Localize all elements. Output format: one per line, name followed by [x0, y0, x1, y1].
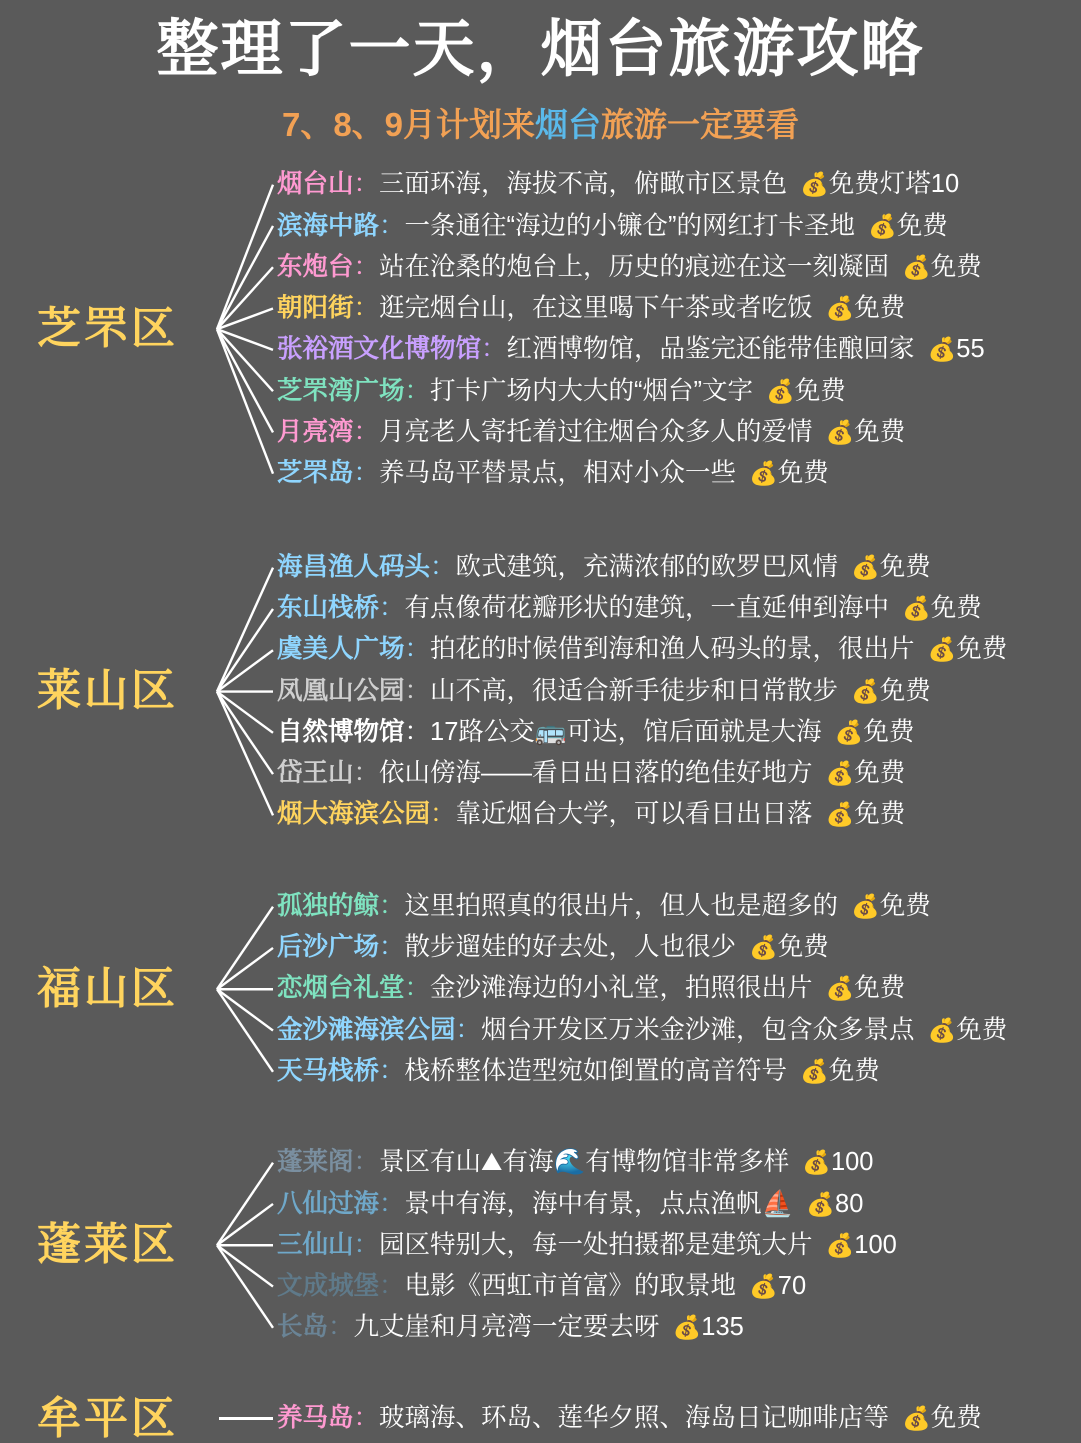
price-text: 免费: [794, 376, 846, 405]
name-separator: ：: [379, 1272, 405, 1301]
attraction-item: [277, 1051, 1071, 1092]
group-spacer: [0, 1355, 1081, 1395]
attraction-name: 恋烟台礼堂: [277, 974, 405, 1003]
name-separator: ：: [328, 1313, 354, 1342]
attraction-desc: 三面环海，海拔不高，俯瞰市区景色: [379, 170, 788, 199]
name-separator: ：: [404, 717, 431, 746]
money-bag-icon: 💰: [806, 1190, 836, 1217]
subtitle-highlight: 烟台: [535, 106, 602, 144]
name-separator: ：: [404, 635, 431, 664]
attraction-item: [277, 794, 1071, 835]
attraction-price: [806, 1190, 863, 1218]
money-bag-icon: 💰: [800, 1057, 829, 1084]
money-bag-icon: 💰: [749, 1273, 778, 1300]
price-text: 免费: [854, 759, 906, 788]
brace-lines: [215, 1142, 277, 1348]
money-bag-icon: 💰: [825, 419, 855, 446]
attraction-desc: 月亮老人寄托着过往烟台众多人的爱情: [379, 418, 813, 447]
money-bag-icon: 💰: [825, 295, 855, 322]
attraction-price: [749, 459, 829, 487]
money-bag-icon: 💰: [802, 1149, 831, 1176]
attraction-price: [802, 1148, 873, 1176]
group-spacer: [0, 1098, 1081, 1142]
attraction-item: [277, 206, 1071, 247]
attraction-desc: 山不高，很适合新手徒步和日常散步: [430, 676, 839, 705]
brace-lines: [215, 164, 277, 494]
name-separator: ：: [353, 252, 380, 281]
attraction-price: [826, 418, 906, 446]
money-bag-icon: 💰: [851, 677, 880, 704]
price-text: 免费: [879, 676, 931, 705]
money-bag-icon: 💰: [834, 718, 864, 745]
brace-lines: [215, 886, 277, 1092]
attraction-item: [277, 1142, 1071, 1183]
attraction-price: [851, 553, 931, 581]
attraction-name: 朝阳街: [277, 294, 354, 323]
attraction-price: [800, 1057, 880, 1085]
brace-connector: [215, 1142, 277, 1348]
district-label: 芝罘区: [37, 304, 178, 354]
attraction-desc: 养马岛平替景点，相对小众一些: [379, 459, 737, 488]
price-text: 免费: [863, 717, 915, 746]
attraction-item: [277, 1010, 1071, 1051]
attraction-price: [835, 718, 915, 746]
name-separator: ：: [404, 376, 431, 405]
price-text: 80: [835, 1189, 864, 1218]
money-bag-icon: 💰: [825, 760, 855, 787]
attraction-desc: 栈桥整体造型宛如倒置的高音符号: [404, 1056, 788, 1085]
attraction-desc: 玻璃海、环岛、莲华夕照、海岛日记咖啡店等: [379, 1404, 890, 1433]
price-text: 免费: [854, 974, 906, 1003]
money-bag-icon: 💰: [868, 212, 897, 239]
district-groups: [0, 164, 1081, 1443]
name-separator: ：: [353, 170, 380, 199]
attraction-desc: 拍花的时候借到海和渔人码头的景，很出片: [430, 635, 915, 664]
attraction-name: 八仙过海: [277, 1189, 380, 1218]
price-text: 免费: [879, 891, 931, 920]
district-group: [0, 886, 1081, 1092]
attraction-name: 长岛: [277, 1313, 329, 1342]
price-text: 免费: [854, 418, 906, 447]
attraction-item: [277, 671, 1071, 712]
attraction-desc: 散步遛娃的好去处，人也很少: [404, 933, 737, 962]
price-text: 免费: [879, 552, 931, 581]
attraction-item: [277, 1225, 1071, 1266]
attraction-item: [277, 329, 1071, 370]
price-text: 100: [854, 1230, 897, 1259]
attraction-desc: 这里拍照真的很出片，但人也是超多的: [404, 891, 839, 920]
name-separator: ：: [353, 459, 380, 488]
attraction-desc: 九丈崖和月亮湾一定要去呀: [353, 1313, 660, 1342]
name-separator: ：: [379, 1056, 405, 1085]
attraction-name: 天马栈桥: [277, 1056, 380, 1085]
money-bag-icon: 💰: [766, 377, 795, 404]
attraction-desc: 景区有山⛰有海🌊有博物馆非常多样: [379, 1148, 790, 1177]
name-separator: ：: [481, 335, 507, 364]
attraction-price: [868, 212, 948, 240]
connector-line: [219, 1417, 273, 1420]
subtitle-part1: 7、8、9月计划来: [281, 106, 536, 144]
attraction-price: [749, 1272, 806, 1300]
attraction-item: [277, 412, 1071, 453]
district-group: [0, 164, 1081, 494]
price-text: 免费灯塔10: [828, 170, 960, 199]
price-text: 70: [777, 1272, 807, 1301]
name-separator: ：: [430, 800, 456, 829]
district-group: [0, 1395, 1081, 1443]
name-separator: ：: [353, 294, 380, 323]
attraction-price: [851, 677, 931, 705]
attraction-item: [277, 927, 1071, 968]
subtitle-part2: 旅游一定要看: [601, 106, 800, 144]
attraction-item: [277, 371, 1071, 412]
price-text: 免费: [777, 459, 829, 488]
money-bag-icon: 💰: [825, 801, 855, 828]
attraction-desc: 依山傍海——看日出日落的绝佳好地方: [379, 759, 813, 788]
attraction-desc: 金沙滩海边的小礼堂，拍照很出片: [430, 974, 813, 1003]
attraction-desc: 红酒博物馆，品鉴完还能带佳酿回家: [506, 335, 915, 364]
attraction-item: [277, 547, 1071, 588]
district-label: 牟平区: [37, 1393, 178, 1443]
attraction-item: [277, 753, 1071, 794]
attraction-desc: 有点像荷花瓣形状的建筑，一直延伸到海中: [404, 593, 890, 622]
attraction-price: [928, 635, 1008, 663]
price-text: 免费: [777, 933, 829, 962]
name-separator: ：: [353, 1404, 380, 1433]
attraction-price: [826, 294, 906, 322]
price-text: 免费: [930, 1404, 982, 1433]
attraction-name: 自然博物馆: [277, 717, 405, 746]
money-bag-icon: 💰: [927, 336, 957, 363]
attraction-item: [277, 453, 1071, 494]
attraction-list: [277, 164, 1081, 494]
attraction-price: [902, 1404, 982, 1432]
attraction-name: 金沙滩海滨公园: [277, 1015, 456, 1044]
name-separator: ：: [430, 552, 456, 581]
price-text: 免费: [828, 1056, 880, 1085]
attraction-price: [928, 1016, 1008, 1044]
attraction-price: [902, 253, 982, 281]
attraction-price: [749, 933, 829, 961]
attraction-item: [277, 1307, 1071, 1348]
attraction-price: [928, 335, 985, 363]
money-bag-icon: 💰: [902, 594, 931, 621]
attraction-name: 岱王山: [277, 759, 354, 788]
attraction-name: 芝罘湾广场: [277, 376, 405, 405]
attraction-desc: 电影《西虹市首富》的取景地: [404, 1272, 737, 1301]
money-bag-icon: 💰: [851, 553, 880, 580]
name-separator: ：: [379, 933, 405, 962]
attraction-name: 孤独的鲸: [277, 891, 380, 920]
attraction-name: 养马岛: [277, 1404, 354, 1433]
attraction-price: [826, 759, 906, 787]
attraction-name: 海昌渔人码头: [277, 552, 431, 581]
attraction-list: [277, 547, 1081, 836]
attraction-list: [277, 1142, 1081, 1348]
attraction-desc: 一条通往“海边的小镰仓”的网红打卡圣地: [404, 211, 856, 240]
attraction-price: [673, 1313, 744, 1341]
attraction-price: [800, 170, 959, 198]
money-bag-icon: 💰: [902, 253, 931, 280]
attraction-name: 蓬莱阁: [277, 1148, 354, 1177]
attraction-name: 文成城堡: [277, 1272, 380, 1301]
district-label: 蓬莱区: [37, 1220, 178, 1270]
brace-lines: [215, 547, 277, 836]
money-bag-icon: 💰: [800, 171, 829, 198]
money-bag-icon: 💰: [749, 460, 778, 487]
attraction-price: [826, 1231, 897, 1259]
price-text: 免费: [854, 294, 906, 323]
price-text: 55: [956, 335, 985, 364]
district-group: [0, 547, 1081, 836]
money-bag-icon: 💰: [825, 975, 855, 1002]
money-bag-icon: 💰: [902, 1405, 931, 1432]
district-label: 福山区: [37, 963, 178, 1013]
price-text: 免费: [930, 252, 982, 281]
name-separator: ：: [379, 593, 405, 622]
group-spacer: [0, 501, 1081, 547]
attraction-item: [277, 288, 1071, 329]
attraction-desc: 逛完烟台山，在这里喝下午茶或者吃饭: [379, 294, 813, 323]
attraction-name: 三仙山: [277, 1230, 354, 1259]
attraction-desc: 景中有海，海中有景，点点渔帆⛵: [404, 1189, 794, 1218]
attraction-name: 芝罘岛: [277, 459, 354, 488]
name-separator: ：: [353, 418, 380, 447]
name-separator: ：: [455, 1015, 482, 1044]
attraction-price: [902, 594, 982, 622]
attraction-price: [826, 800, 906, 828]
attraction-desc: 靠近烟台大学，可以看日出日落: [455, 800, 813, 829]
page-title: 整理了一天，烟台旅游攻略: [156, 15, 925, 84]
name-separator: ：: [353, 1230, 380, 1259]
attraction-list: [277, 886, 1081, 1092]
attraction-name: 东炮台: [277, 252, 354, 281]
attraction-item: [277, 1266, 1071, 1307]
attraction-desc: 17路公交🚌可达，馆后面就是大海: [430, 717, 822, 746]
price-text: 免费: [896, 211, 948, 240]
brace-connector: [215, 1417, 277, 1420]
attraction-item: [277, 629, 1071, 670]
price-text: 免费: [956, 635, 1008, 664]
attraction-name: 滨海中路: [277, 211, 380, 240]
attraction-item: [277, 1398, 1071, 1439]
name-separator: ：: [353, 759, 380, 788]
money-bag-icon: 💰: [851, 892, 880, 919]
name-separator: ：: [404, 974, 431, 1003]
attraction-item: [277, 968, 1071, 1009]
attraction-desc: 站在沧桑的炮台上，历史的痕迹在这一刻凝固: [379, 252, 890, 281]
attraction-name: 月亮湾: [277, 418, 354, 447]
attraction-item: [277, 247, 1071, 288]
attraction-desc: 打卡广场内大大的“烟台”文字: [430, 376, 754, 405]
price-text: 135: [701, 1313, 744, 1342]
district-label: 莱山区: [37, 666, 178, 716]
group-spacer: [0, 842, 1081, 886]
money-bag-icon: 💰: [672, 1314, 702, 1341]
district-group: [0, 1142, 1081, 1348]
name-separator: ：: [379, 891, 405, 920]
attraction-item: [277, 886, 1071, 927]
attraction-name: 虞美人广场: [277, 635, 405, 664]
name-separator: ：: [353, 1148, 380, 1177]
money-bag-icon: 💰: [927, 636, 957, 663]
price-text: 免费: [930, 593, 982, 622]
attraction-item: [277, 1184, 1071, 1225]
attraction-desc: 欧式建筑，充满浓郁的欧罗巴风情: [455, 552, 839, 581]
name-separator: ：: [379, 1189, 405, 1218]
attraction-price: [851, 892, 931, 920]
attraction-name: 东山栈桥: [277, 593, 380, 622]
price-text: 免费: [956, 1015, 1008, 1044]
money-bag-icon: 💰: [927, 1016, 957, 1043]
name-separator: ：: [404, 676, 431, 705]
money-bag-icon: 💰: [749, 934, 778, 961]
attraction-list: [277, 1398, 1081, 1439]
attraction-name: 凤凰山公园: [277, 676, 405, 705]
money-bag-icon: 💰: [825, 1231, 855, 1258]
attraction-price: [826, 974, 906, 1002]
attraction-name: 烟大海滨公园: [277, 800, 431, 829]
attraction-name: 烟台山: [277, 170, 354, 199]
price-text: 100: [830, 1148, 874, 1177]
price-text: 免费: [854, 800, 906, 829]
brace-connector: [215, 886, 277, 1092]
brace-connector: [215, 164, 277, 494]
attraction-item: [277, 588, 1071, 629]
attraction-name: 后沙广场: [277, 933, 380, 962]
attraction-desc: 园区特别大，每一处拍摄都是建筑大片: [379, 1230, 813, 1259]
attraction-item: [277, 712, 1071, 753]
attraction-item: [277, 164, 1071, 205]
brace-connector: [215, 547, 277, 836]
name-separator: ：: [379, 211, 405, 240]
attraction-price: [766, 377, 846, 405]
attraction-desc: 烟台开发区万米金沙滩，包含众多景点: [481, 1015, 915, 1044]
page-subtitle: [0, 99, 1081, 146]
attraction-name: 张裕酒文化博物馆: [277, 335, 482, 364]
